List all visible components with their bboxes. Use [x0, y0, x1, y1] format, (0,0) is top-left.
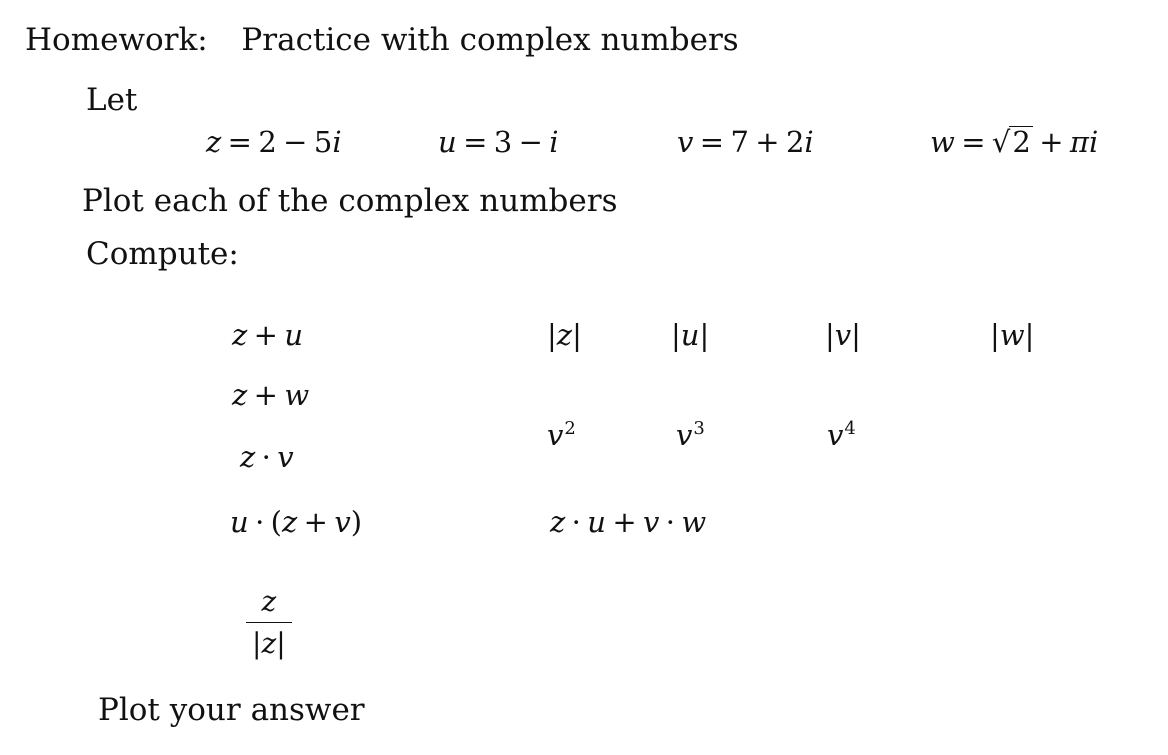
exercise-mod-w: |w| [990, 318, 1035, 352]
exercise-normalized [246, 585, 292, 660]
exercise-v-squared: $v^2$ [547, 417, 576, 452]
exercise-mod-v: |v| [825, 318, 861, 352]
definition-v: v = 7 + 2i [677, 125, 814, 159]
exercise-mod-z: |z| [547, 318, 582, 352]
title-label: Homework: [25, 22, 208, 58]
exercise-mod-u: |u| [671, 318, 710, 352]
page-title [25, 22, 739, 58]
plot-each-instruction: Plot each of the complex numbers [82, 183, 618, 219]
definition-w: w = √2 + πi [930, 125, 1099, 159]
definition-u: u = 3 − i [438, 125, 559, 159]
compute-heading: Compute: [86, 236, 239, 272]
exercise-z-plus-u: z + u [232, 318, 304, 352]
plot-answer-instruction: Plot your answer [98, 692, 365, 728]
exercise-v-cubed: $v^3$ [676, 417, 705, 452]
exercise-z-plus-w: z + w [232, 378, 310, 412]
exercise-v-fourth: $v^4$ [827, 417, 856, 452]
fraction: $\frac{z}{|z|}$ [246, 585, 292, 660]
exercise-u-times-sum: u · (z + v) [230, 505, 363, 539]
definition-z: z = 2 − 5i [206, 125, 342, 159]
square-root: √2 [991, 125, 1031, 159]
exercise-z-dot-v: z · v [240, 440, 294, 474]
title-text: Practice with complex numbers [241, 22, 739, 58]
let-text: Let [86, 82, 138, 118]
exercise-combination: z · u + v · w [550, 505, 707, 539]
